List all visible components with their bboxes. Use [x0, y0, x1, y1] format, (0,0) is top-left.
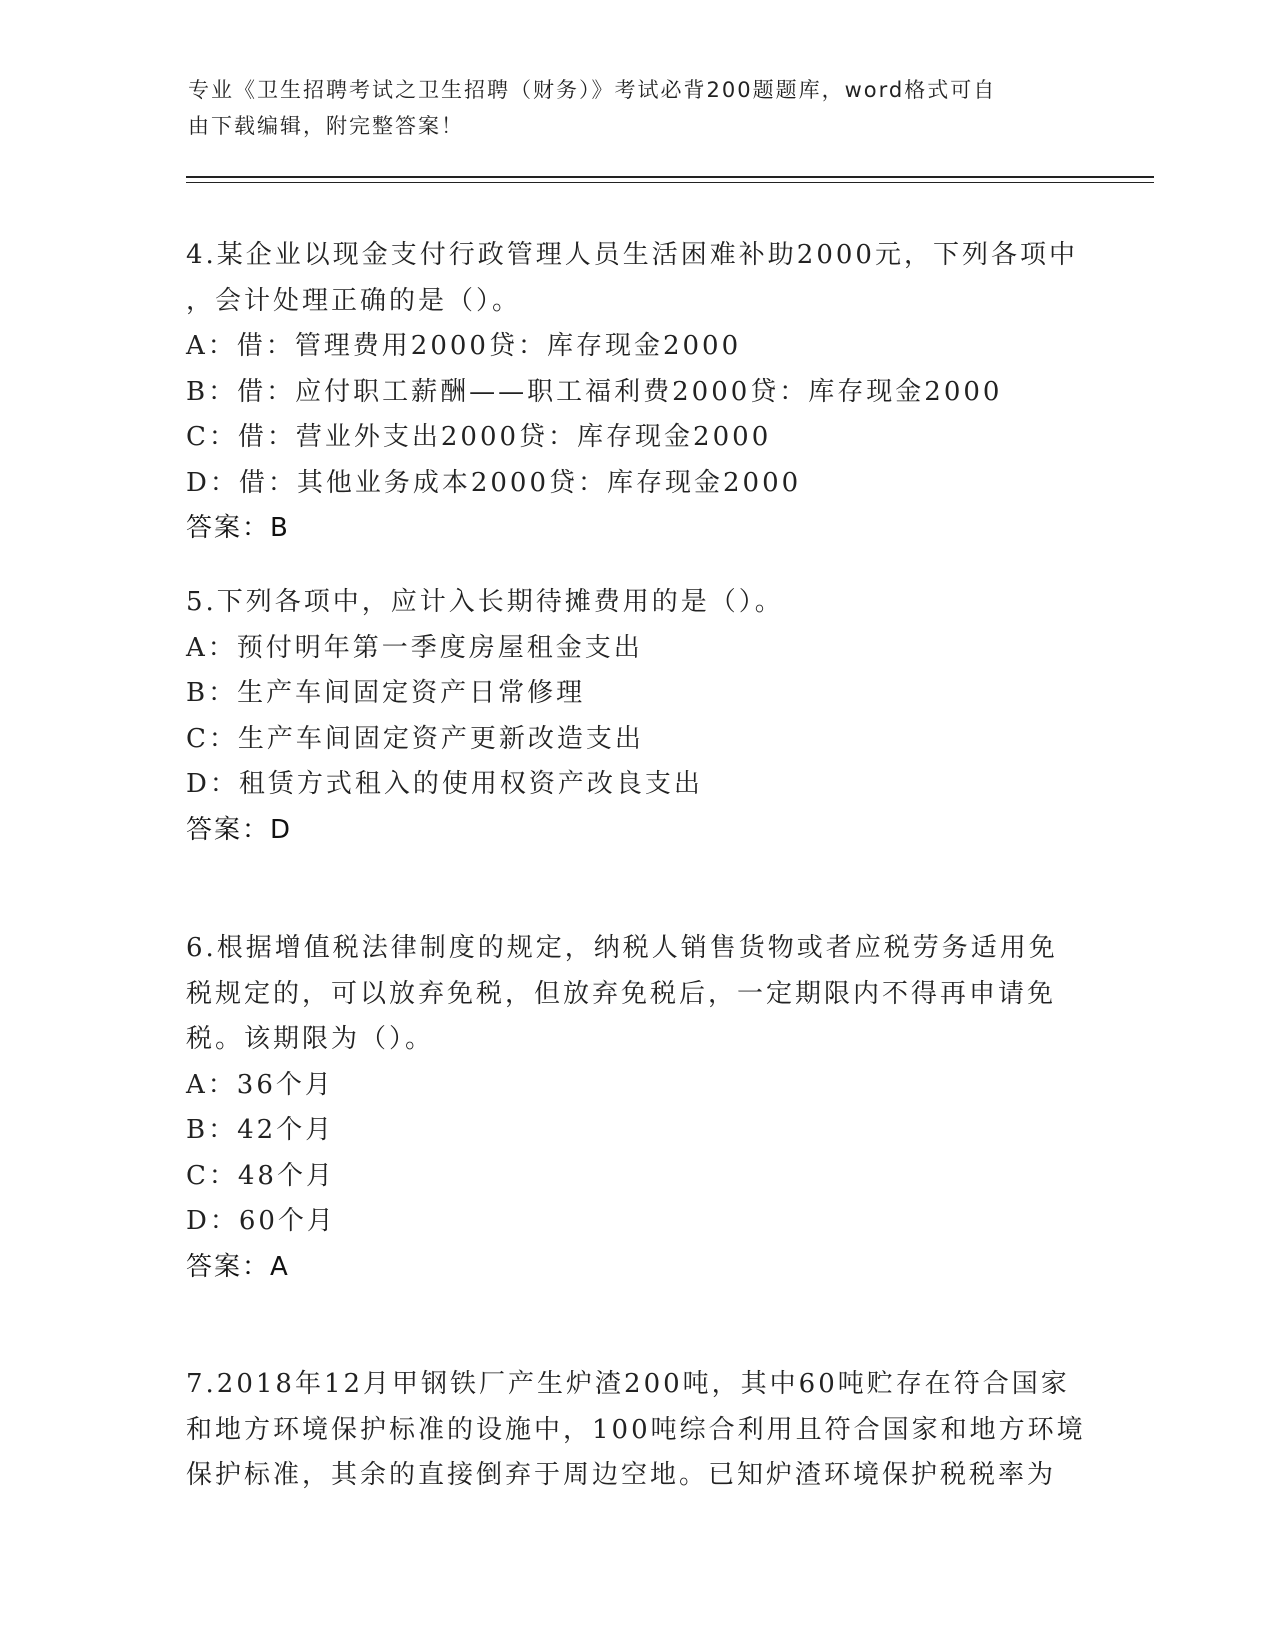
- question-stem-line: 保护标准，其余的直接倒弃于周边空地。已知炉渣环境保护税税率为: [186, 1460, 1057, 1490]
- option-d: D：60个月: [186, 1206, 336, 1236]
- option-a: A：借：管理费用2000贷：库存现金2000: [186, 331, 742, 361]
- option-c: C：生产车间固定资产更新改造支出: [186, 723, 644, 754]
- answer-label: 答案：B: [186, 513, 290, 543]
- question-stem-line: 7.2018年12月甲钢铁厂产生炉渣200吨，其中60吨贮存在符合国家: [186, 1369, 1070, 1399]
- option-a: A：预付明年第一季度房屋租金支出: [186, 632, 643, 663]
- option-d: D：租赁方式租入的使用权资产改良支出: [186, 769, 703, 799]
- question-stem-line: 5.下列各项中，应计入长期待摊费用的是（）。: [186, 587, 784, 617]
- document-header: [188, 72, 1088, 144]
- question-block-6: [186, 926, 1086, 1290]
- answer-label: 答案：D: [186, 814, 293, 845]
- option-a: A：36个月: [186, 1069, 334, 1100]
- question-stem-line: 4.某企业以现金支付行政管理人员生活困难补助2000元，下列各项中: [186, 240, 1078, 270]
- option-b: B：生产车间固定资产日常修理: [186, 678, 586, 708]
- header-line-2: 由下载编辑，附完整答案！: [188, 114, 464, 138]
- option-b: B：借：应付职工薪酬——职工福利费2000贷：库存现金2000: [186, 376, 1003, 407]
- question-block-4: [186, 233, 1086, 552]
- option-c: C：借：营业外支出2000贷：库存现金2000: [186, 422, 772, 452]
- question-stem-line: 和地方环境保护标准的设施中，100吨综合利用且符合国家和地方环境: [186, 1414, 1086, 1445]
- question-block-5: [186, 580, 1086, 853]
- question-stem-line: ，会计处理正确的是（）。: [186, 285, 522, 316]
- answer-label: 答案：A: [186, 1251, 290, 1282]
- option-d: D：借：其他业务成本2000贷：库存现金2000: [186, 467, 802, 498]
- option-c: C：48个月: [186, 1160, 335, 1191]
- header-line-1: 专业《卫生招聘考试之卫生招聘（财务）》考试必背200题题库，word格式可自: [188, 78, 997, 102]
- question-stem-line: 税。该期限为（）。: [186, 1024, 435, 1054]
- question-block-7: [186, 1362, 1086, 1499]
- header-divider-thick: [186, 176, 1154, 178]
- header-divider-thin: [186, 182, 1154, 183]
- question-stem-line: 6.根据增值税法律制度的规定，纳税人销售货物或者应税劳务适用免: [186, 933, 1058, 963]
- option-b: B：42个月: [186, 1115, 335, 1145]
- question-stem-line: 税规定的，可以放弃免税，但放弃免税后，一定期限内不得再申请免: [186, 978, 1057, 1009]
